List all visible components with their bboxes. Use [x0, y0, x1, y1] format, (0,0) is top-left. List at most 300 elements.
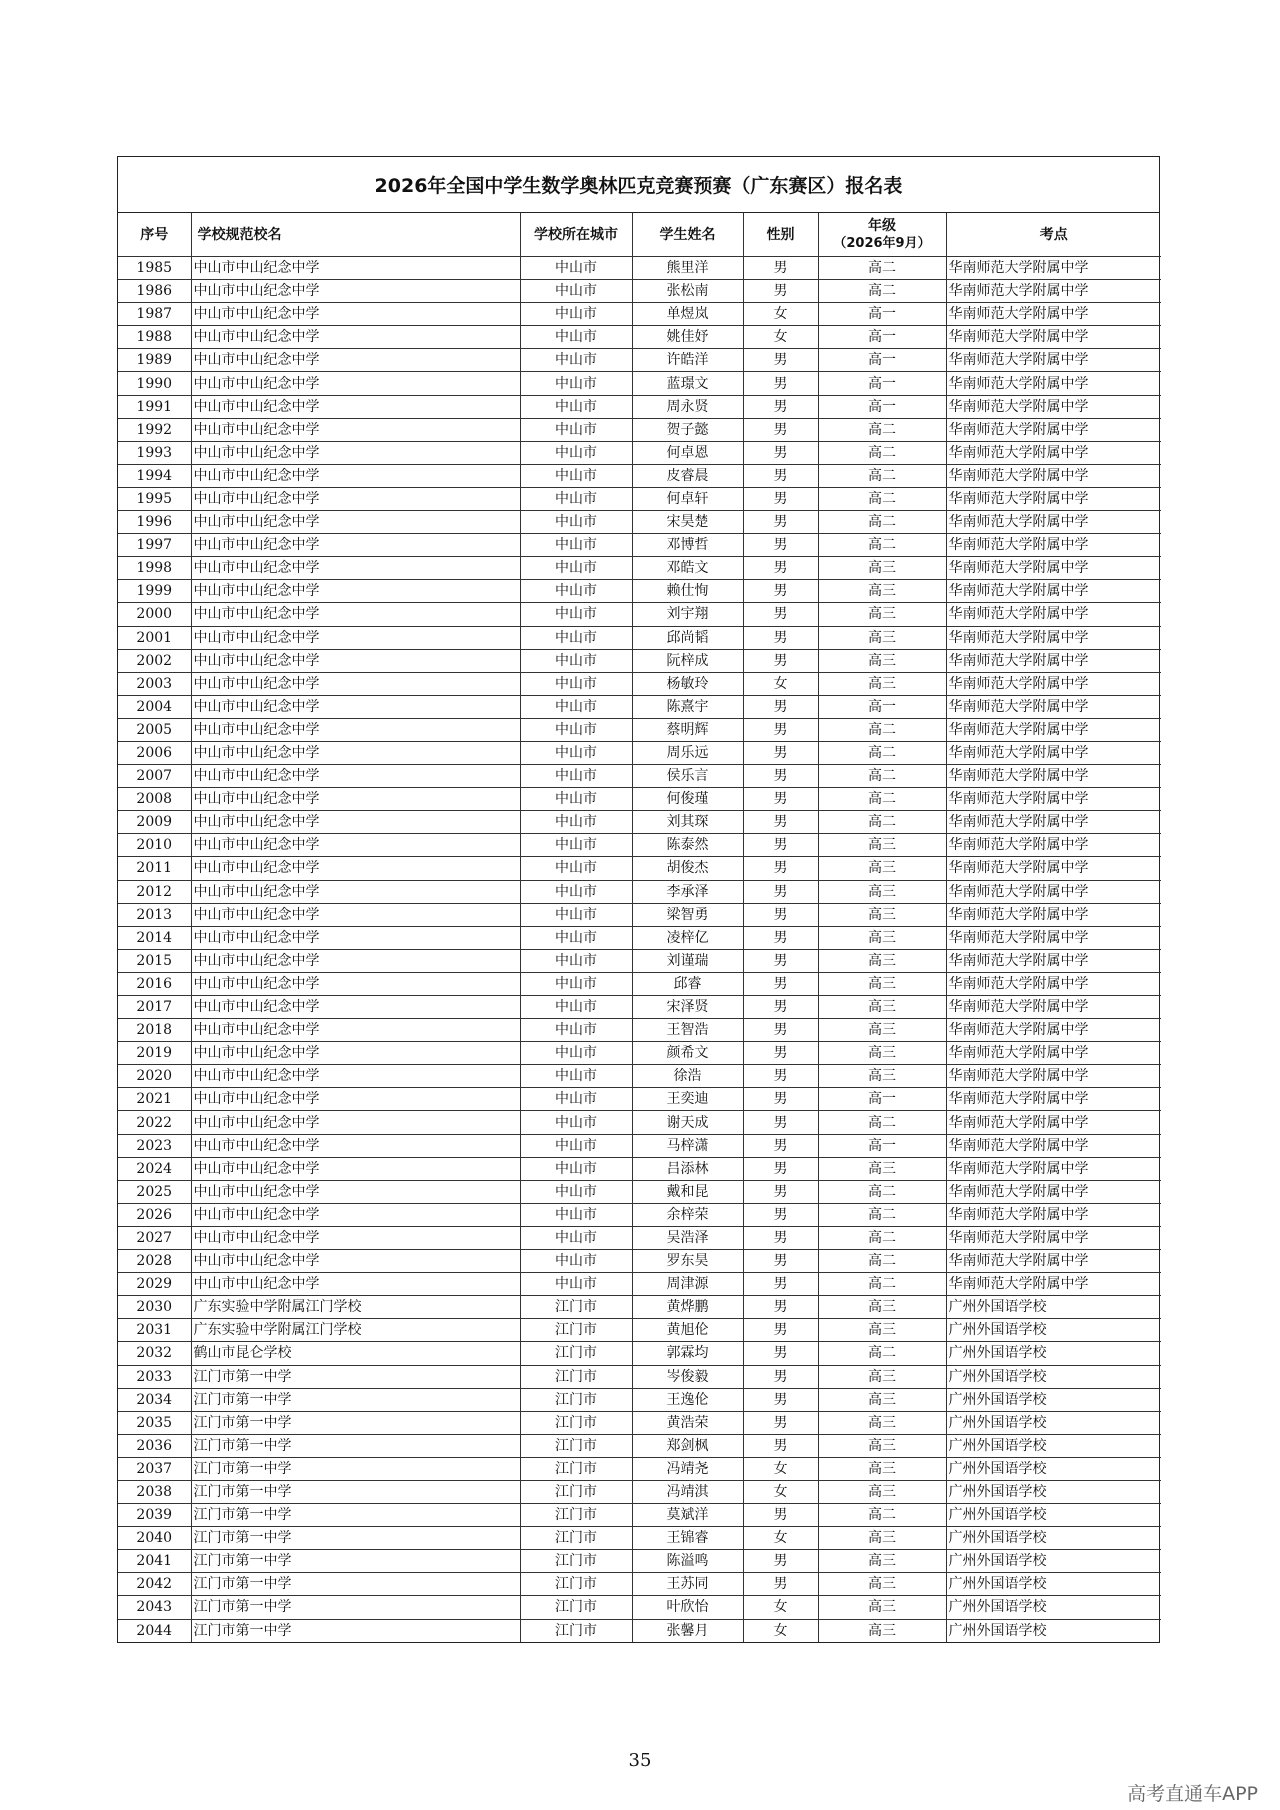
table-row — [118, 811, 1161, 834]
cell-gender: 男 — [743, 511, 818, 534]
cell-grade: 高三 — [818, 880, 946, 903]
cell-venue: 华南师范大学附属中学 — [946, 280, 1161, 303]
table-row — [118, 880, 1161, 903]
cell-venue: 华南师范大学附属中学 — [946, 464, 1161, 487]
cell-school: 江门市第一中学 — [191, 1388, 520, 1411]
cell-school: 江门市第一中学 — [191, 1411, 520, 1434]
cell-gender: 男 — [743, 603, 818, 626]
cell-name: 皮睿晨 — [632, 464, 743, 487]
cell-grade: 高二 — [818, 1273, 946, 1296]
cell-seq: 2035 — [118, 1411, 191, 1434]
cell-name: 阮梓成 — [632, 649, 743, 672]
cell-seq: 2044 — [118, 1619, 191, 1642]
cell-grade: 高二 — [818, 534, 946, 557]
cell-gender: 男 — [743, 1226, 818, 1249]
cell-grade: 高三 — [818, 1480, 946, 1503]
cell-seq: 1989 — [118, 349, 191, 372]
cell-name: 杨敏玲 — [632, 672, 743, 695]
cell-seq: 2036 — [118, 1434, 191, 1457]
table-row — [118, 1480, 1161, 1503]
cell-name: 张馨月 — [632, 1619, 743, 1642]
cell-venue: 广州外国语学校 — [946, 1480, 1161, 1503]
table-row — [118, 511, 1161, 534]
cell-gender: 男 — [743, 834, 818, 857]
table-header-row — [118, 213, 1161, 257]
cell-school: 中山市中山纪念中学 — [191, 1019, 520, 1042]
cell-city: 江门市 — [520, 1365, 632, 1388]
cell-school: 中山市中山纪念中学 — [191, 603, 520, 626]
cell-gender: 男 — [743, 349, 818, 372]
cell-grade: 高二 — [818, 741, 946, 764]
cell-city: 中山市 — [520, 534, 632, 557]
cell-grade: 高二 — [818, 1226, 946, 1249]
cell-venue: 华南师范大学附属中学 — [946, 1088, 1161, 1111]
table-row — [118, 857, 1161, 880]
cell-grade: 高二 — [818, 811, 946, 834]
cell-school: 中山市中山纪念中学 — [191, 672, 520, 695]
cell-venue: 华南师范大学附属中学 — [946, 765, 1161, 788]
table-row — [118, 395, 1161, 418]
table-row — [118, 1296, 1161, 1319]
cell-city: 江门市 — [520, 1296, 632, 1319]
cell-school: 中山市中山纪念中学 — [191, 372, 520, 395]
cell-city: 中山市 — [520, 880, 632, 903]
cell-venue: 华南师范大学附属中学 — [946, 418, 1161, 441]
cell-name: 赖仕恂 — [632, 580, 743, 603]
cell-gender: 男 — [743, 811, 818, 834]
cell-venue: 华南师范大学附属中学 — [946, 834, 1161, 857]
cell-city: 中山市 — [520, 695, 632, 718]
cell-school: 中山市中山纪念中学 — [191, 395, 520, 418]
cell-seq: 2030 — [118, 1296, 191, 1319]
cell-gender: 男 — [743, 257, 818, 280]
cell-school: 中山市中山纪念中学 — [191, 534, 520, 557]
cell-school: 中山市中山纪念中学 — [191, 788, 520, 811]
table-row — [118, 1226, 1161, 1249]
cell-school: 中山市中山纪念中学 — [191, 811, 520, 834]
cell-seq: 2040 — [118, 1527, 191, 1550]
cell-name: 邱尚韬 — [632, 626, 743, 649]
cell-gender: 男 — [743, 1573, 818, 1596]
cell-seq: 2019 — [118, 1042, 191, 1065]
cell-grade: 高三 — [818, 1550, 946, 1573]
table-row — [118, 534, 1161, 557]
cell-seq: 2013 — [118, 903, 191, 926]
cell-gender: 男 — [743, 1504, 818, 1527]
cell-grade: 高一 — [818, 395, 946, 418]
cell-city: 中山市 — [520, 511, 632, 534]
cell-grade: 高二 — [818, 464, 946, 487]
cell-school: 中山市中山纪念中学 — [191, 903, 520, 926]
table-body — [118, 257, 1161, 1642]
cell-gender: 男 — [743, 441, 818, 464]
cell-city: 中山市 — [520, 857, 632, 880]
cell-gender: 女 — [743, 672, 818, 695]
table-row — [118, 1180, 1161, 1203]
header-grade-sub: （2026年9月） — [833, 235, 931, 251]
cell-venue: 华南师范大学附属中学 — [946, 949, 1161, 972]
cell-school: 中山市中山纪念中学 — [191, 926, 520, 949]
cell-name: 蔡明辉 — [632, 718, 743, 741]
cell-grade: 高一 — [818, 1088, 946, 1111]
table-row — [118, 949, 1161, 972]
cell-name: 王逸伦 — [632, 1388, 743, 1411]
cell-grade: 高三 — [818, 1527, 946, 1550]
cell-seq: 2041 — [118, 1550, 191, 1573]
cell-seq: 2028 — [118, 1250, 191, 1273]
table-row — [118, 1065, 1161, 1088]
cell-seq: 2023 — [118, 1134, 191, 1157]
cell-name: 邱睿 — [632, 972, 743, 995]
cell-seq: 1997 — [118, 534, 191, 557]
cell-name: 刘其琛 — [632, 811, 743, 834]
cell-school: 江门市第一中学 — [191, 1365, 520, 1388]
cell-gender: 男 — [743, 1042, 818, 1065]
cell-city: 中山市 — [520, 718, 632, 741]
table-row — [118, 1434, 1161, 1457]
cell-name: 李承泽 — [632, 880, 743, 903]
cell-city: 中山市 — [520, 1019, 632, 1042]
cell-venue: 广州外国语学校 — [946, 1411, 1161, 1434]
cell-grade: 高三 — [818, 926, 946, 949]
cell-school: 中山市中山纪念中学 — [191, 1273, 520, 1296]
cell-gender: 男 — [743, 718, 818, 741]
cell-venue: 华南师范大学附属中学 — [946, 926, 1161, 949]
table-row — [118, 557, 1161, 580]
cell-grade: 高三 — [818, 580, 946, 603]
cell-seq: 2043 — [118, 1596, 191, 1619]
cell-school: 中山市中山纪念中学 — [191, 718, 520, 741]
cell-seq: 2025 — [118, 1180, 191, 1203]
cell-grade: 高二 — [818, 718, 946, 741]
cell-gender: 男 — [743, 903, 818, 926]
cell-seq: 1990 — [118, 372, 191, 395]
cell-school: 中山市中山纪念中学 — [191, 1042, 520, 1065]
cell-school: 鹤山市昆仑学校 — [191, 1342, 520, 1365]
table-row — [118, 580, 1161, 603]
cell-gender: 男 — [743, 741, 818, 764]
cell-venue: 华南师范大学附属中学 — [946, 303, 1161, 326]
cell-gender: 男 — [743, 626, 818, 649]
cell-venue: 华南师范大学附属中学 — [946, 996, 1161, 1019]
table-row — [118, 1573, 1161, 1596]
cell-grade: 高二 — [818, 418, 946, 441]
cell-venue: 华南师范大学附属中学 — [946, 1203, 1161, 1226]
cell-venue: 华南师范大学附属中学 — [946, 1042, 1161, 1065]
cell-seq: 2010 — [118, 834, 191, 857]
cell-seq: 1986 — [118, 280, 191, 303]
cell-school: 江门市第一中学 — [191, 1619, 520, 1642]
cell-venue: 华南师范大学附属中学 — [946, 649, 1161, 672]
cell-seq: 2024 — [118, 1157, 191, 1180]
cell-seq: 1993 — [118, 441, 191, 464]
table-row — [118, 418, 1161, 441]
cell-venue: 华南师范大学附属中学 — [946, 395, 1161, 418]
registration-sheet — [117, 156, 1160, 1643]
cell-seq: 2032 — [118, 1342, 191, 1365]
cell-gender: 男 — [743, 1434, 818, 1457]
cell-grade: 高二 — [818, 1342, 946, 1365]
cell-seq: 2021 — [118, 1088, 191, 1111]
cell-venue: 华南师范大学附属中学 — [946, 880, 1161, 903]
cell-name: 邓皓文 — [632, 557, 743, 580]
cell-gender: 男 — [743, 534, 818, 557]
cell-seq: 2001 — [118, 626, 191, 649]
cell-venue: 广州外国语学校 — [946, 1296, 1161, 1319]
cell-school: 中山市中山纪念中学 — [191, 949, 520, 972]
cell-venue: 华南师范大学附属中学 — [946, 326, 1161, 349]
cell-grade: 高二 — [818, 1180, 946, 1203]
cell-seq: 2009 — [118, 811, 191, 834]
table-row — [118, 626, 1161, 649]
cell-name: 刘宇翔 — [632, 603, 743, 626]
cell-gender: 男 — [743, 1388, 818, 1411]
cell-name: 陈溢鸣 — [632, 1550, 743, 1573]
cell-gender: 女 — [743, 1457, 818, 1480]
cell-name: 周永贤 — [632, 395, 743, 418]
cell-city: 中山市 — [520, 1088, 632, 1111]
cell-city: 中山市 — [520, 326, 632, 349]
cell-gender: 男 — [743, 1342, 818, 1365]
cell-grade: 高二 — [818, 1250, 946, 1273]
cell-venue: 华南师范大学附属中学 — [946, 534, 1161, 557]
cell-gender: 男 — [743, 788, 818, 811]
cell-grade: 高三 — [818, 903, 946, 926]
cell-venue: 广州外国语学校 — [946, 1457, 1161, 1480]
cell-grade: 高三 — [818, 1596, 946, 1619]
table-row — [118, 487, 1161, 510]
cell-city: 中山市 — [520, 626, 632, 649]
cell-city: 中山市 — [520, 303, 632, 326]
cell-seq: 1998 — [118, 557, 191, 580]
cell-school: 中山市中山纪念中学 — [191, 326, 520, 349]
cell-name: 何卓轩 — [632, 487, 743, 510]
cell-name: 何卓恩 — [632, 441, 743, 464]
cell-city: 中山市 — [520, 372, 632, 395]
cell-gender: 男 — [743, 1134, 818, 1157]
cell-gender: 男 — [743, 1550, 818, 1573]
cell-city: 中山市 — [520, 1180, 632, 1203]
cell-city: 中山市 — [520, 1226, 632, 1249]
cell-city: 中山市 — [520, 395, 632, 418]
cell-seq: 1994 — [118, 464, 191, 487]
cell-name: 莫斌洋 — [632, 1504, 743, 1527]
cell-school: 中山市中山纪念中学 — [191, 303, 520, 326]
cell-city: 中山市 — [520, 1134, 632, 1157]
cell-gender: 男 — [743, 996, 818, 1019]
cell-venue: 华南师范大学附属中学 — [946, 857, 1161, 880]
cell-city: 中山市 — [520, 949, 632, 972]
cell-school: 中山市中山纪念中学 — [191, 464, 520, 487]
cell-grade: 高三 — [818, 972, 946, 995]
cell-grade: 高二 — [818, 1203, 946, 1226]
cell-venue: 华南师范大学附属中学 — [946, 511, 1161, 534]
cell-gender: 男 — [743, 1065, 818, 1088]
cell-name: 熊里洋 — [632, 257, 743, 280]
cell-city: 江门市 — [520, 1388, 632, 1411]
cell-grade: 高三 — [818, 1296, 946, 1319]
cell-grade: 高二 — [818, 257, 946, 280]
cell-school: 中山市中山纪念中学 — [191, 1180, 520, 1203]
cell-school: 中山市中山纪念中学 — [191, 857, 520, 880]
cell-grade: 高一 — [818, 372, 946, 395]
cell-venue: 华南师范大学附属中学 — [946, 1111, 1161, 1134]
cell-city: 中山市 — [520, 1065, 632, 1088]
cell-grade: 高三 — [818, 557, 946, 580]
table-row — [118, 672, 1161, 695]
table-row — [118, 1411, 1161, 1434]
cell-venue: 华南师范大学附属中学 — [946, 557, 1161, 580]
cell-seq: 2002 — [118, 649, 191, 672]
cell-gender: 男 — [743, 1157, 818, 1180]
cell-city: 中山市 — [520, 1042, 632, 1065]
cell-venue: 广州外国语学校 — [946, 1319, 1161, 1342]
cell-city: 中山市 — [520, 649, 632, 672]
cell-school: 中山市中山纪念中学 — [191, 1111, 520, 1134]
header-seq: 序号 — [118, 213, 191, 257]
cell-gender: 男 — [743, 649, 818, 672]
table-row — [118, 903, 1161, 926]
watermark: 高考直通车APP — [1127, 1783, 1258, 1805]
cell-name: 叶欣怡 — [632, 1596, 743, 1619]
cell-school: 中山市中山纪念中学 — [191, 1088, 520, 1111]
cell-name: 罗东昊 — [632, 1250, 743, 1273]
cell-name: 吴浩泽 — [632, 1226, 743, 1249]
cell-city: 中山市 — [520, 903, 632, 926]
cell-venue: 华南师范大学附属中学 — [946, 741, 1161, 764]
cell-name: 王苏同 — [632, 1573, 743, 1596]
cell-city: 江门市 — [520, 1527, 632, 1550]
cell-venue: 华南师范大学附属中学 — [946, 441, 1161, 464]
table-row — [118, 1042, 1161, 1065]
cell-seq: 2005 — [118, 718, 191, 741]
cell-city: 江门市 — [520, 1573, 632, 1596]
cell-city: 中山市 — [520, 1111, 632, 1134]
cell-gender: 男 — [743, 695, 818, 718]
cell-name: 邓博哲 — [632, 534, 743, 557]
cell-grade: 高二 — [818, 487, 946, 510]
cell-city: 中山市 — [520, 280, 632, 303]
cell-seq: 2022 — [118, 1111, 191, 1134]
table-row — [118, 441, 1161, 464]
cell-school: 中山市中山纪念中学 — [191, 280, 520, 303]
table-row — [118, 1134, 1161, 1157]
table-row — [118, 765, 1161, 788]
cell-school: 中山市中山纪念中学 — [191, 1134, 520, 1157]
table-row — [118, 349, 1161, 372]
cell-grade: 高三 — [818, 834, 946, 857]
cell-venue: 华南师范大学附属中学 — [946, 1250, 1161, 1273]
cell-venue: 广州外国语学校 — [946, 1527, 1161, 1550]
cell-city: 中山市 — [520, 1203, 632, 1226]
cell-venue: 华南师范大学附属中学 — [946, 1226, 1161, 1249]
cell-gender: 男 — [743, 1250, 818, 1273]
cell-name: 姚佳妤 — [632, 326, 743, 349]
cell-name: 陈泰然 — [632, 834, 743, 857]
cell-grade: 高一 — [818, 349, 946, 372]
cell-city: 江门市 — [520, 1550, 632, 1573]
table-row — [118, 972, 1161, 995]
cell-seq: 2027 — [118, 1226, 191, 1249]
cell-seq: 2000 — [118, 603, 191, 626]
table-row — [118, 996, 1161, 1019]
cell-city: 中山市 — [520, 487, 632, 510]
cell-city: 中山市 — [520, 1273, 632, 1296]
cell-name: 胡俊杰 — [632, 857, 743, 880]
cell-seq: 2012 — [118, 880, 191, 903]
cell-seq: 1992 — [118, 418, 191, 441]
cell-seq: 2011 — [118, 857, 191, 880]
table-row — [118, 1111, 1161, 1134]
cell-city: 江门市 — [520, 1504, 632, 1527]
cell-venue: 华南师范大学附属中学 — [946, 257, 1161, 280]
cell-school: 中山市中山纪念中学 — [191, 557, 520, 580]
cell-gender: 男 — [743, 1203, 818, 1226]
cell-venue: 广州外国语学校 — [946, 1388, 1161, 1411]
cell-grade: 高二 — [818, 1111, 946, 1134]
cell-gender: 男 — [743, 1111, 818, 1134]
cell-school: 中山市中山纪念中学 — [191, 1157, 520, 1180]
cell-seq: 2026 — [118, 1203, 191, 1226]
cell-school: 中山市中山纪念中学 — [191, 972, 520, 995]
cell-seq: 2031 — [118, 1319, 191, 1342]
table-row — [118, 280, 1161, 303]
cell-school: 广东实验中学附属江门学校 — [191, 1296, 520, 1319]
cell-grade: 高三 — [818, 1434, 946, 1457]
cell-grade: 高三 — [818, 857, 946, 880]
cell-seq: 2039 — [118, 1504, 191, 1527]
cell-name: 宋泽贤 — [632, 996, 743, 1019]
table-row — [118, 1457, 1161, 1480]
cell-grade: 高三 — [818, 1619, 946, 1642]
table-row — [118, 603, 1161, 626]
cell-school: 中山市中山纪念中学 — [191, 418, 520, 441]
cell-school: 江门市第一中学 — [191, 1504, 520, 1527]
cell-city: 江门市 — [520, 1457, 632, 1480]
cell-venue: 华南师范大学附属中学 — [946, 1065, 1161, 1088]
table-row — [118, 1019, 1161, 1042]
cell-name: 陈熹宇 — [632, 695, 743, 718]
cell-gender: 女 — [743, 1596, 818, 1619]
cell-school: 中山市中山纪念中学 — [191, 487, 520, 510]
cell-gender: 男 — [743, 372, 818, 395]
cell-grade: 高三 — [818, 1019, 946, 1042]
cell-venue: 华南师范大学附属中学 — [946, 672, 1161, 695]
cell-city: 中山市 — [520, 257, 632, 280]
cell-school: 中山市中山纪念中学 — [191, 626, 520, 649]
cell-name: 余梓荣 — [632, 1203, 743, 1226]
table-row — [118, 1619, 1161, 1642]
cell-gender: 男 — [743, 418, 818, 441]
cell-school: 中山市中山纪念中学 — [191, 257, 520, 280]
header-city: 学校所在城市 — [520, 213, 632, 257]
cell-grade: 高三 — [818, 1042, 946, 1065]
cell-city: 中山市 — [520, 441, 632, 464]
table-row — [118, 372, 1161, 395]
cell-city: 中山市 — [520, 349, 632, 372]
cell-school: 江门市第一中学 — [191, 1596, 520, 1619]
cell-city: 中山市 — [520, 1157, 632, 1180]
cell-name: 郭霖均 — [632, 1342, 743, 1365]
cell-venue: 华南师范大学附属中学 — [946, 695, 1161, 718]
table-row — [118, 1550, 1161, 1573]
cell-gender: 男 — [743, 1296, 818, 1319]
cell-grade: 高一 — [818, 1134, 946, 1157]
cell-grade: 高三 — [818, 1319, 946, 1342]
cell-name: 徐浩 — [632, 1065, 743, 1088]
cell-gender: 男 — [743, 487, 818, 510]
cell-name: 侯乐言 — [632, 765, 743, 788]
